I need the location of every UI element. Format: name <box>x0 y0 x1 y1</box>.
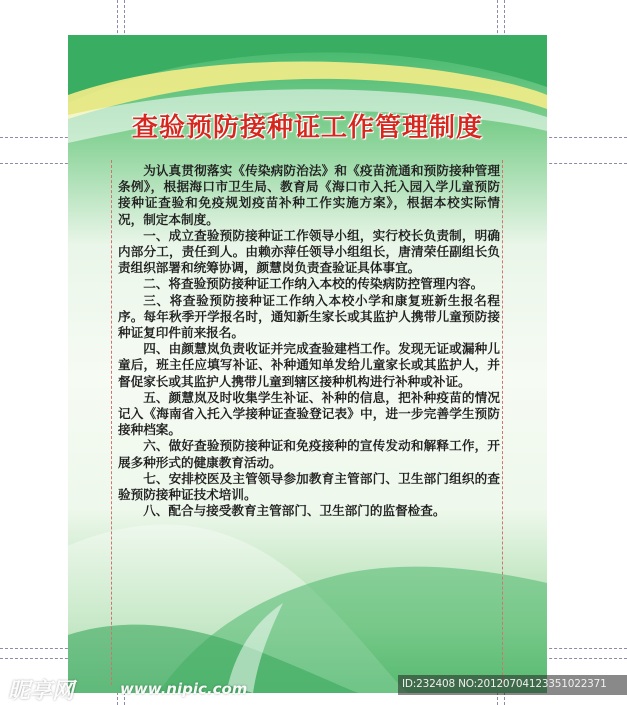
paragraph-5: 五、颜慧岚及时收集学生补证、补种的信息，把补种疫苗的情况记入《海南省入托入学接种证查验登记表》中，进一步完善学生预防接种档案。 <box>118 389 500 438</box>
paragraph-4: 四、由颜慧岚负责收证并完成查验建档工作。发现无证或漏种儿童后，班主任应填写补证、补种通知单发给儿童家长或其监护人，并督促家长或其监护人携带儿童到辖区接种机构进行补种或补证。 <box>118 341 500 389</box>
paragraph-intro: 为认真贯彻落实《传染病防治法》和《疫苗流通和预防接种管理条例》，根据海口市卫生局、教育局《海口市入托入园入学儿童预防接种证查验和免疫规划疫苗补种工作实施方案》，根据本校实际情况，制定本制度。 <box>118 163 500 227</box>
paragraph-6: 六、做好查验预防接种证和免疫接种的宣传发动和解释工作，开展多种形式的健康教育活动。 <box>118 438 500 470</box>
poster-board <box>68 35 547 693</box>
watermark-logo: 昵享网 <box>8 679 75 704</box>
document-title: 查验预防接种证工作管理制度 <box>131 113 483 143</box>
paragraph-7: 七、安排校医及主管领导参加教育主管部门、卫生部门组织的查验预防接种证技术培训。 <box>118 470 500 503</box>
paragraph-2: 二、将查验预防接种证工作纳入本校的传染病防控管理内容。 <box>143 276 484 292</box>
paragraph-8: 八、配合与接受教育主管部门、卫生部门的监督检查。 <box>143 503 446 519</box>
paragraph-3: 三、将查验预防接种证工作纳入本校小学和康复班新生报名程序。每年秋季开学报名时，通知新生家长或其监护人携带儿童预防接种证复印件前来报名。 <box>118 292 500 341</box>
id-strip <box>398 675 627 695</box>
paragraph-1: 一、成立查验预防接种证工作领导小组，实行校长负责制，明确内部分工，责任到人。由赖亦萍任领导小组组长，唐清荣任副组长负责组织部署和统筹协调，颜慧岗负责查验证具体事宜。 <box>118 227 500 276</box>
id-text: ID:232408 NO:20120704123351022371 <box>402 678 607 690</box>
document-body <box>118 163 500 519</box>
watermark-url: www.nipic.com <box>120 680 248 698</box>
